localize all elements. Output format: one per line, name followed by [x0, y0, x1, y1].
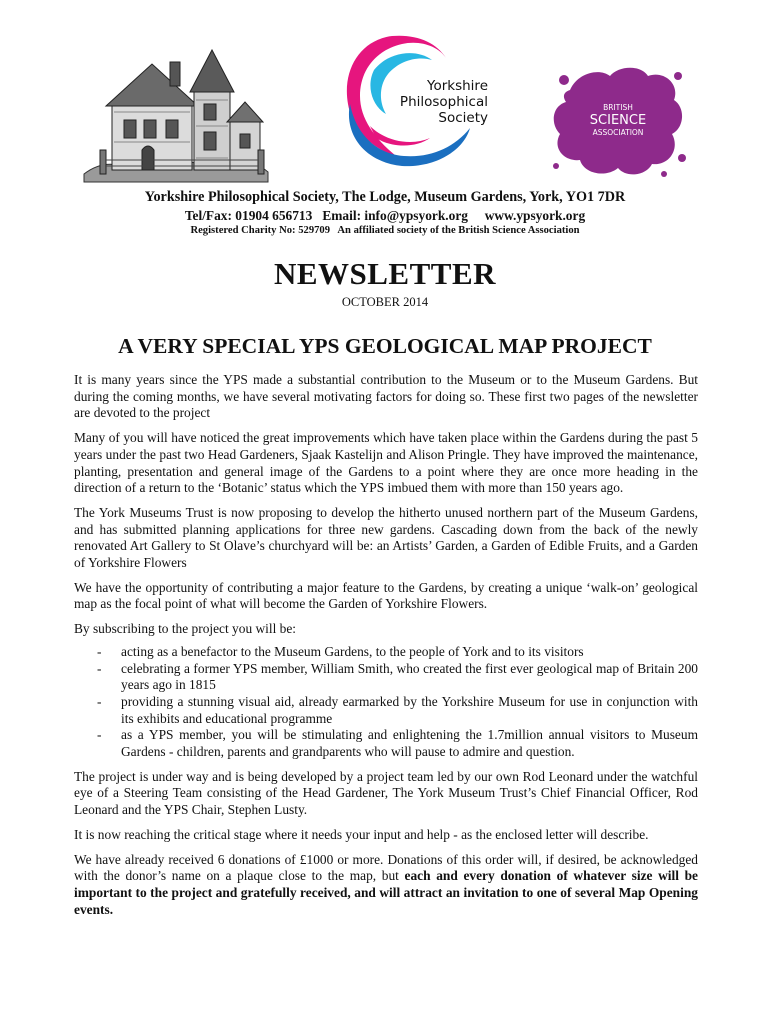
- yps-logo-text: [396, 78, 488, 126]
- paragraph-critical-stage: It is now reaching the critical stage where it needs your input and help - as the enclosed letter will describe.: [74, 826, 649, 842]
- paragraph-subscribing: By subscribing to the project you will be:: [74, 621, 297, 637]
- paragraph-donations: [74, 852, 698, 919]
- list-item: [74, 694, 698, 727]
- bsa-logo-line-3: ASSOCIATION: [592, 127, 644, 137]
- article-headline: A VERY SPECIAL YPS GEOLOGICAL MAP PROJECT: [118, 334, 652, 358]
- bsa-logo-line-1: BRITISH: [603, 103, 633, 112]
- list-item-text: acting as a benefactor to the Museum Gardens, to the people of York and to its visitors: [121, 643, 584, 659]
- list-item-text: providing a stunning visual aid, already earmarked by the Yorkshire Museum for use in conjunction with its exhibits and educational programme: [121, 693, 698, 726]
- yps-logo-line-3: Society: [438, 110, 488, 126]
- benefits-list: [74, 644, 698, 761]
- bsa-logo-text: [576, 104, 660, 136]
- list-dash: -: [97, 693, 102, 709]
- yps-logo-line-1: Yorkshire: [427, 78, 488, 94]
- society-contact: Tel/Fax: 01904 656713 Email: info@ypsyork.org www.ypsyork.org: [184, 208, 586, 223]
- list-item: [74, 727, 698, 760]
- donations-emphasis: each and every donation of whatever size will be important to the project and gratefully received, and will attract an invitation to one of several Map Opening events.: [74, 868, 698, 917]
- newsletter-title: NEWSLETTER: [273, 256, 497, 291]
- list-dash: -: [97, 727, 102, 743]
- newsletter-date: OCTOBER 2014: [341, 295, 429, 309]
- list-dash: -: [97, 643, 102, 659]
- yps-logo-line-2: Philosophical: [399, 94, 488, 110]
- charity-line: Registered Charity No: 529709 An affiliated society of the British Science Association: [190, 225, 580, 236]
- paragraph-opportunity: We have the opportunity of contributing a major feature to the Gardens, by creating a unique ‘walk-on’ geological map as the focal point of what will become the Garden of Yorkshire Flowers.: [74, 579, 698, 612]
- list-item: [74, 644, 698, 661]
- logo-banner: [0, 0, 770, 190]
- list-dash: -: [97, 660, 102, 676]
- society-address: Yorkshire Philosophical Society, The Lodge, Museum Gardens, York, YO1 7DR: [144, 189, 626, 205]
- paragraph-gardens: Many of you will have noticed the great improvements which have taken place within the Gardens during the past 5 years under the past two Head Gardeners, Sjaak Kastelijn and Alison Pringle. They have improved the maintenance, planting, presentation and general image of the Gardens to a point where they are once more heading in the direction of a return to the ‘Botanic’ status which the YPS imbued them with more than 150 years ago.: [74, 430, 698, 496]
- lodge-drawing-logo: [82, 42, 270, 192]
- paragraph-project-team: The project is under way and is being developed by a project team led by our own Rod Leonard under the watchful eye of a Steering Team consisting of the Head Gardener, The York Museum Trust’s Chief Financial Officer, Rod Leonard and the YPS Chair, Stephen Lusty.: [74, 768, 698, 818]
- paragraph-museums-trust: The York Museums Trust is now proposing to develop the hitherto unused northern part of the Museum Gardens, and has submitted planning applications for three new gardens. Cascading down from the back of the newly renovated Art Gallery to St Olave’s churchyard will be: an Artists’ Garden, a Garden of Edible Fruits, and a Garden of Yorkshire Flowers: [74, 504, 698, 571]
- donations-text: We have already received 6 donations of £1000 or more. Donations of this order will, if desired, be acknowledged with the donor’s name on a plaque close to the map, but: [74, 851, 698, 884]
- bsa-logo-line-2: SCIENCE: [589, 112, 647, 128]
- list-item: [74, 661, 698, 694]
- list-item-text: as a YPS member, you will be stimulating and enlightening the 1.7million annual visitors to Museum Gardens - children, parents and grandparents who will pause to admire and question.: [121, 727, 698, 760]
- paragraph-intro: It is many years since the YPS made a substantial contribution to the Museum or to the Museum Gardens. But during the coming months, we have several motivating factors for doing so. These first two pages of the newsletter are devoted to the project: [74, 372, 698, 421]
- list-item-text: celebrating a former YPS member, William Smith, who created the first ever geological map of Britain 200 years ago in 1815: [121, 660, 698, 693]
- article-body: [74, 372, 698, 926]
